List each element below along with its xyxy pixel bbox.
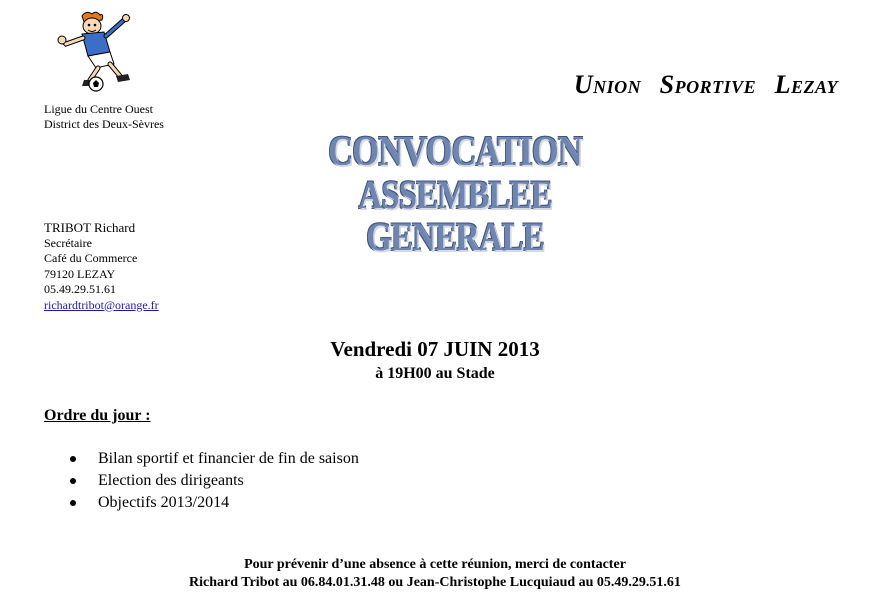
footballer-mascot-icon	[52, 10, 144, 94]
list-item	[70, 470, 359, 492]
contact-name: TRIBOT Richard	[44, 220, 136, 235]
title-line-assemblee: ASSEMBLEE GENERALE	[358, 172, 552, 259]
footer-line1: Pour prévenir d’une absence à cette réunion, merci de contacter	[244, 557, 626, 572]
title-line-convocation: CONVOCATION	[328, 129, 582, 175]
agenda-list	[70, 448, 359, 514]
contact-address-line1: Café du Commerce	[44, 251, 138, 265]
footer-note	[0, 556, 870, 592]
district-name: District des Deux-Sèvres	[44, 117, 164, 131]
contact-role: Secrétaire	[44, 235, 92, 250]
agenda-heading: Ordre du jour :	[44, 407, 151, 424]
contact-block	[44, 220, 159, 313]
league-info	[44, 102, 164, 132]
bullet-icon	[70, 500, 76, 506]
club-name-word: LEZAY	[774, 70, 838, 99]
contact-address-line2: 79120 LEZAY	[44, 266, 116, 281]
bullet-icon	[70, 456, 76, 462]
contact-email-link[interactable]: richardtribot@orange.fr	[44, 297, 159, 312]
league-name: Ligue du Centre Ouest	[44, 102, 153, 116]
club-name	[574, 70, 838, 100]
agenda-item-text: Bilan sportif et financier de fin de saison	[98, 450, 359, 467]
club-name-word: SPORTIVE	[659, 70, 757, 99]
agenda-item-text: Election des dirigeants	[98, 472, 244, 489]
club-logo	[52, 10, 144, 94]
list-item	[70, 448, 359, 470]
agenda-item-text: Objectifs 2013/2014	[98, 494, 230, 511]
event-date: Vendredi 07 JUIN 2013	[330, 337, 540, 361]
document-title	[303, 130, 606, 258]
list-item	[70, 492, 359, 514]
club-name-word: UNION	[573, 70, 642, 99]
bullet-icon	[70, 478, 76, 484]
contact-phone: 05.49.29.51.61	[44, 282, 116, 296]
footer-line2: Richard Tribot au 06.84.01.31.48 ou Jean-Christophe Lucquiaud au 05.49.29.51.61	[189, 575, 681, 590]
event-time-place: à 19H00 au Stade	[375, 365, 495, 382]
